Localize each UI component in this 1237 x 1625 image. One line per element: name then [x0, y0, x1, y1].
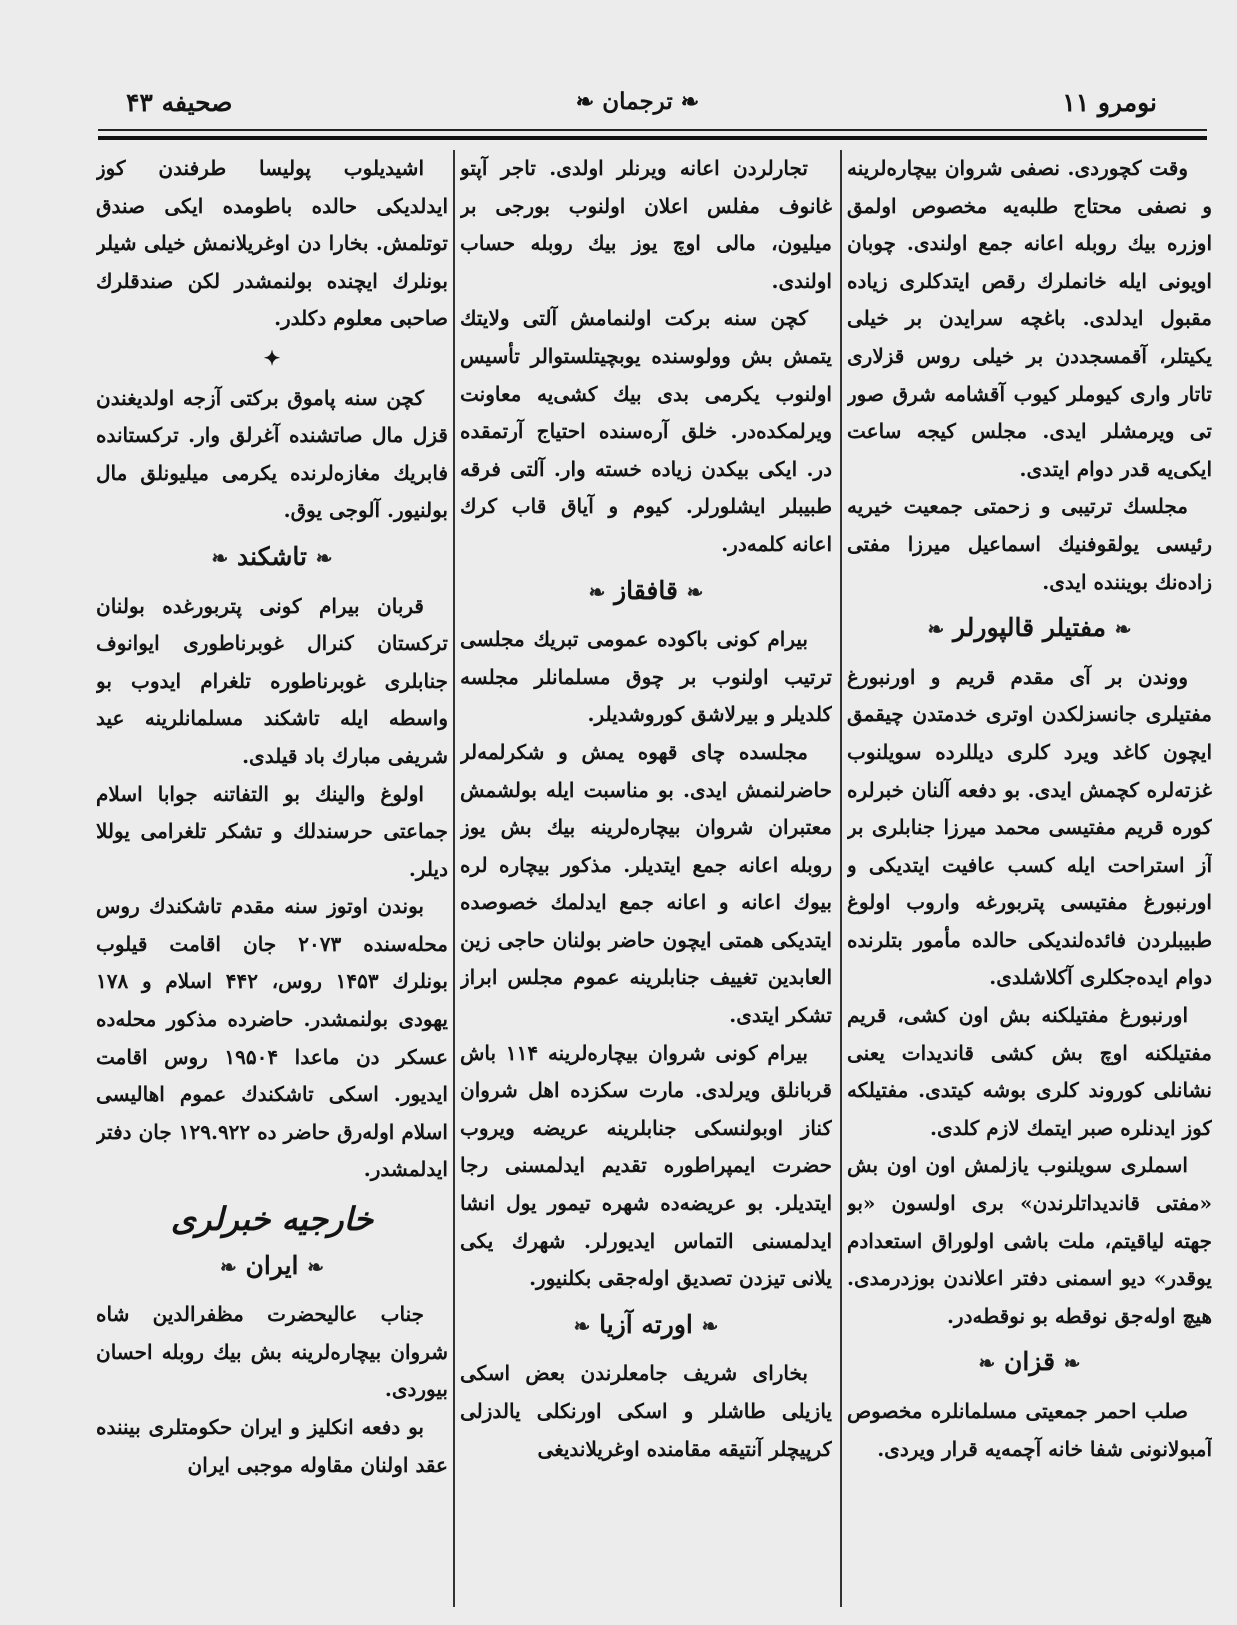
- page-number: صحیفه ۴۳: [126, 88, 233, 117]
- section-title: قافقاز: [614, 575, 678, 605]
- section-title: ایران: [245, 1250, 299, 1280]
- ornament-icon: ❧: [307, 1254, 324, 1279]
- middle-column: [460, 150, 832, 1607]
- masthead-title: ترجمان: [602, 88, 673, 115]
- article-paragraph: بو دفعه انکلیز و ایران حکومتلری بیننده عقد اولنان مقاوله موجبی ایران: [96, 1415, 448, 1477]
- ornament-icon: ❧: [315, 545, 333, 570]
- right-column: [847, 150, 1212, 1607]
- ornament-icon: ❧: [575, 89, 595, 115]
- ornament-icon: ❧: [211, 545, 229, 570]
- header-rule-thin: [98, 129, 1207, 131]
- section-title: قزان: [1003, 1347, 1056, 1377]
- section-title: مفتیلر قالپورلر: [952, 613, 1107, 643]
- left-column: [96, 150, 448, 1607]
- article-paragraph: قربان بیرام کونی پتربورغده بولنان ترکستان کنرال غوبرناطوری ایوانوف جنابلری غوبرناطوره تلغرام ایدوب بو واسطه ایله تاشکند مسلمانلرینه عید شریفی مبارك باد قیلدی.: [96, 593, 448, 768]
- section-title: تاشکند: [237, 541, 307, 571]
- article-paragraph: اسملری سویلنوب یازلمش اون اون بش «مفتی قاندیداتلرندن» بری اولسون «بو جهته لیاقیتم، ملت باشی اولوراق استعدادم یوقدر» دیو اسمنی دفتر اعلاندن بوزدرمدی. هیچ اوله‌جق نوقطه بو نوقطه‌در.: [847, 1153, 1212, 1328]
- page-header: [98, 82, 1177, 122]
- issue-number: نومرو ۱۱: [1062, 88, 1157, 117]
- section-title: اورته آزیا: [599, 1309, 693, 1339]
- article-paragraph: کچن سنه برکت اولنمامش آلتی ولایتك یتمش بش وولوسنده یوبچیتلستوالر تأسیس اولنوب یکرمی بدی بیك کشی‌یه معاونت ویرلمکده‌در. خلق آره‌سنده احتیاج آرتمقده در. ایکی بیکدن زیاده خسته وار. آلتی فرقه طبیبلر ایشلورلر. کیوم و آیاق قاب کرك اعانه کلمه‌در.: [460, 306, 832, 556]
- section-heading: [96, 1247, 448, 1287]
- article-paragraph: بیرام کونی شروان بیچاره‌لرینه ۱۱۴ باش قربانلق ویرلدی. مارت سکزده اهل شروان کناز اوبولنسکی جنابلرینه عریضه ویروب حضرت ایمپراطوره تقدیم ایدلمسنی رجا ایتدیلر. بو عریضه‌ده شهره تیمور یول انشا ایدلمسنی التماس ایدیورلر. شهرك یکی یلانی تیزدن تصدیق اوله‌جقی بکلنیور.: [460, 1040, 832, 1291]
- ornament-icon: ❧: [978, 1351, 996, 1376]
- header-rule-thick: [98, 136, 1207, 140]
- ornament-icon: ❧: [686, 579, 704, 604]
- section-heading: [460, 1306, 832, 1346]
- article-paragraph: جناب عالیحضرت مظفرالدین شاه شروان بیچاره‌لرینه بش بیك روبله احسان بیوردی.: [96, 1302, 448, 1402]
- article-paragraph: کچن سنه پاموق برکتی آزجه اولدیغندن قزل مال صاتشنده آغرلق وار. ترکستانده فابریك مغازه‌لرنده یکرمی میلیونلق مال بولنیور. آلوجی یوق.: [96, 385, 448, 523]
- section-heading: [460, 572, 832, 612]
- article-paragraph: بخارای شریف جامعلرندن بعض اسکی یازیلی طاشلر و اسکی اورنکلی یالدزلی کرپیچلر آنتیقه مقامنده اوغریلاندیغی: [460, 1361, 832, 1461]
- article-paragraph: مجلسده چای قهوه یمش و شکرلمه‌لر حاضرلنمش ایدی. بو مناسبت ایله بولشمش معتبران شروان بیچاره‌لرینه بیك بش یوز روبله اعانه جمع ایتدیلر. مذکور بیچاره لره بیوك اعانه و اعانه جمع ایدلمك خصوصده ایتدیکی همتی ایچون حاضر بولنان حاجی زین العابدین تغییف جنابلرینه عموم مجلس ابراز تشکر ایتدی.: [460, 739, 832, 1028]
- divider-ornament-icon: ✦: [263, 345, 281, 370]
- ornament-icon: ❧: [1114, 617, 1132, 642]
- article-paragraph: وقت کچوردی. نصفی شروان بیچاره‌لرینه و نصفی محتاج طلبه‌یه مخصوص اولمق اوزره بیك روبله اعانه جمع اولندی. چوبان اویونی ایله خانملرك رقص ایتدکلری زیاده مقبول ایدلدی. باغچه سرایدن بر خیلی یکیتلر، آقمسجددن بر خیلی روس قزلاری تاتار واری کیوملر کیوب آقشامه شرق صور تی ویرمشلر ایدی. مجلس کیجه ساعت ایکی‌یه قدر دوام ایتدی.: [847, 156, 1212, 481]
- article-paragraph: ووندن بر آی مقدم قریم و اورنبورغ مفتیلری جانسزلکدن اوتری خدمتدن چیقمق ایچون کاغد ویرد کلری دیللرده سویلنوب غزته‌لره کچمش ایدی. بو دفعه آلنان خبرلره کوره قریم مفتیسی محمد میرزا جنابلری بر آز استراحت ایله کسب عافیت ایتدیکی و اورنبورغ مفتیسی پتربورغه واروب اولوغ طبیبلردن فائده‌لندیکی حالده مأمور بتلرنده دوام ایده‌جکلری آکلاشلدی.: [847, 664, 1212, 990]
- article-paragraph: تجارلردن اعانه ویرنلر اولدی. تاجر آپتو غانوف مفلس اعلان اولنوب بورجی بر میلیون، مالی اوچ یوز بیك روبله حساب اولندی.: [460, 156, 832, 293]
- section-heading: [847, 1343, 1212, 1383]
- foreign-news-heading: خارجیه خبرلری: [170, 1200, 374, 1239]
- ornament-icon: ❧: [701, 1313, 719, 1338]
- ornament-icon: ❧: [1063, 1351, 1081, 1376]
- article-paragraph: اولوغ والینك بو التفاتنه جوابا اسلام جماعتی حرسندلك و تشکر تلغرامی یوللا دیلر.: [96, 781, 448, 881]
- section-heading: [96, 538, 448, 578]
- article-paragraph: اورنبورغ مفتیلکنه بش اون کشی، قریم مفتیلکنه اوچ بش کشی قاندیدات یعنی نشانلی کوروند کلری بوشه کیتدی. مفتیلکه کوز ایدنلره صبر ایتمك لازم کلدی.: [847, 1003, 1212, 1140]
- ornament-icon: ❧: [220, 1254, 237, 1279]
- article-paragraph: اشیدیلوب پولیسا طرفندن کوز ایدلدیکی حالده باطومده ایکی صندق توتلمش. بخارا دن اوغریلانمش خیلی شیلر بونلرك ایچنده بولنمشدر لکن صندقلرك صاحبی معلوم دکلدر.: [96, 156, 448, 331]
- ornament-icon: ❧: [573, 1313, 591, 1338]
- ornament-icon: ❧: [588, 579, 606, 604]
- article-paragraph: بوندن اوتوز سنه مقدم تاشکندك روس محله‌سنده ۲۰۷۳ جان اقامت قیلوب بونلرك ۱۴۵۳ روس، ۴۴۲ اسلام و ۱۷۸ یهودی بولنمشدر. حاضرده مذکور محله‌ده عسکر دن ماعدا ۱۹۵۰۴ روس اقامت ایدیور. اسکی تاشکندك عموم اهالیسی اسلام اوله‌رق حاضر ده ۱۲۹.۹۲۲ جان دفتر ایدلمشدر.: [96, 894, 448, 1182]
- ornament-icon: ❧: [680, 89, 700, 115]
- article-paragraph: صلب احمر جمعیتی مسلمانلره مخصوص آمبولانونی شفا خانه آچمه‌یه قرار ویردی.: [847, 1399, 1212, 1461]
- column-separator: [840, 150, 842, 1607]
- article-paragraph: بیرام کونی باکوده عمومی تبریك مجلسی ترتیب اولنوب بر چوق مسلمانلر مجلسه کلدیلر و بیرلاشق کوروشدیلر.: [460, 627, 832, 727]
- section-heading: [847, 609, 1212, 649]
- column-separator: [453, 150, 455, 1607]
- ornament-icon: ❧: [927, 617, 945, 642]
- article-paragraph: مجلسك ترتیبی و زحمتی جمعیت خیریه رئیسی یولقوفنیك اسماعیل میرزا مفتی زاده‌نك بویننده ایدی.: [847, 494, 1212, 594]
- masthead-title-group: [576, 88, 699, 115]
